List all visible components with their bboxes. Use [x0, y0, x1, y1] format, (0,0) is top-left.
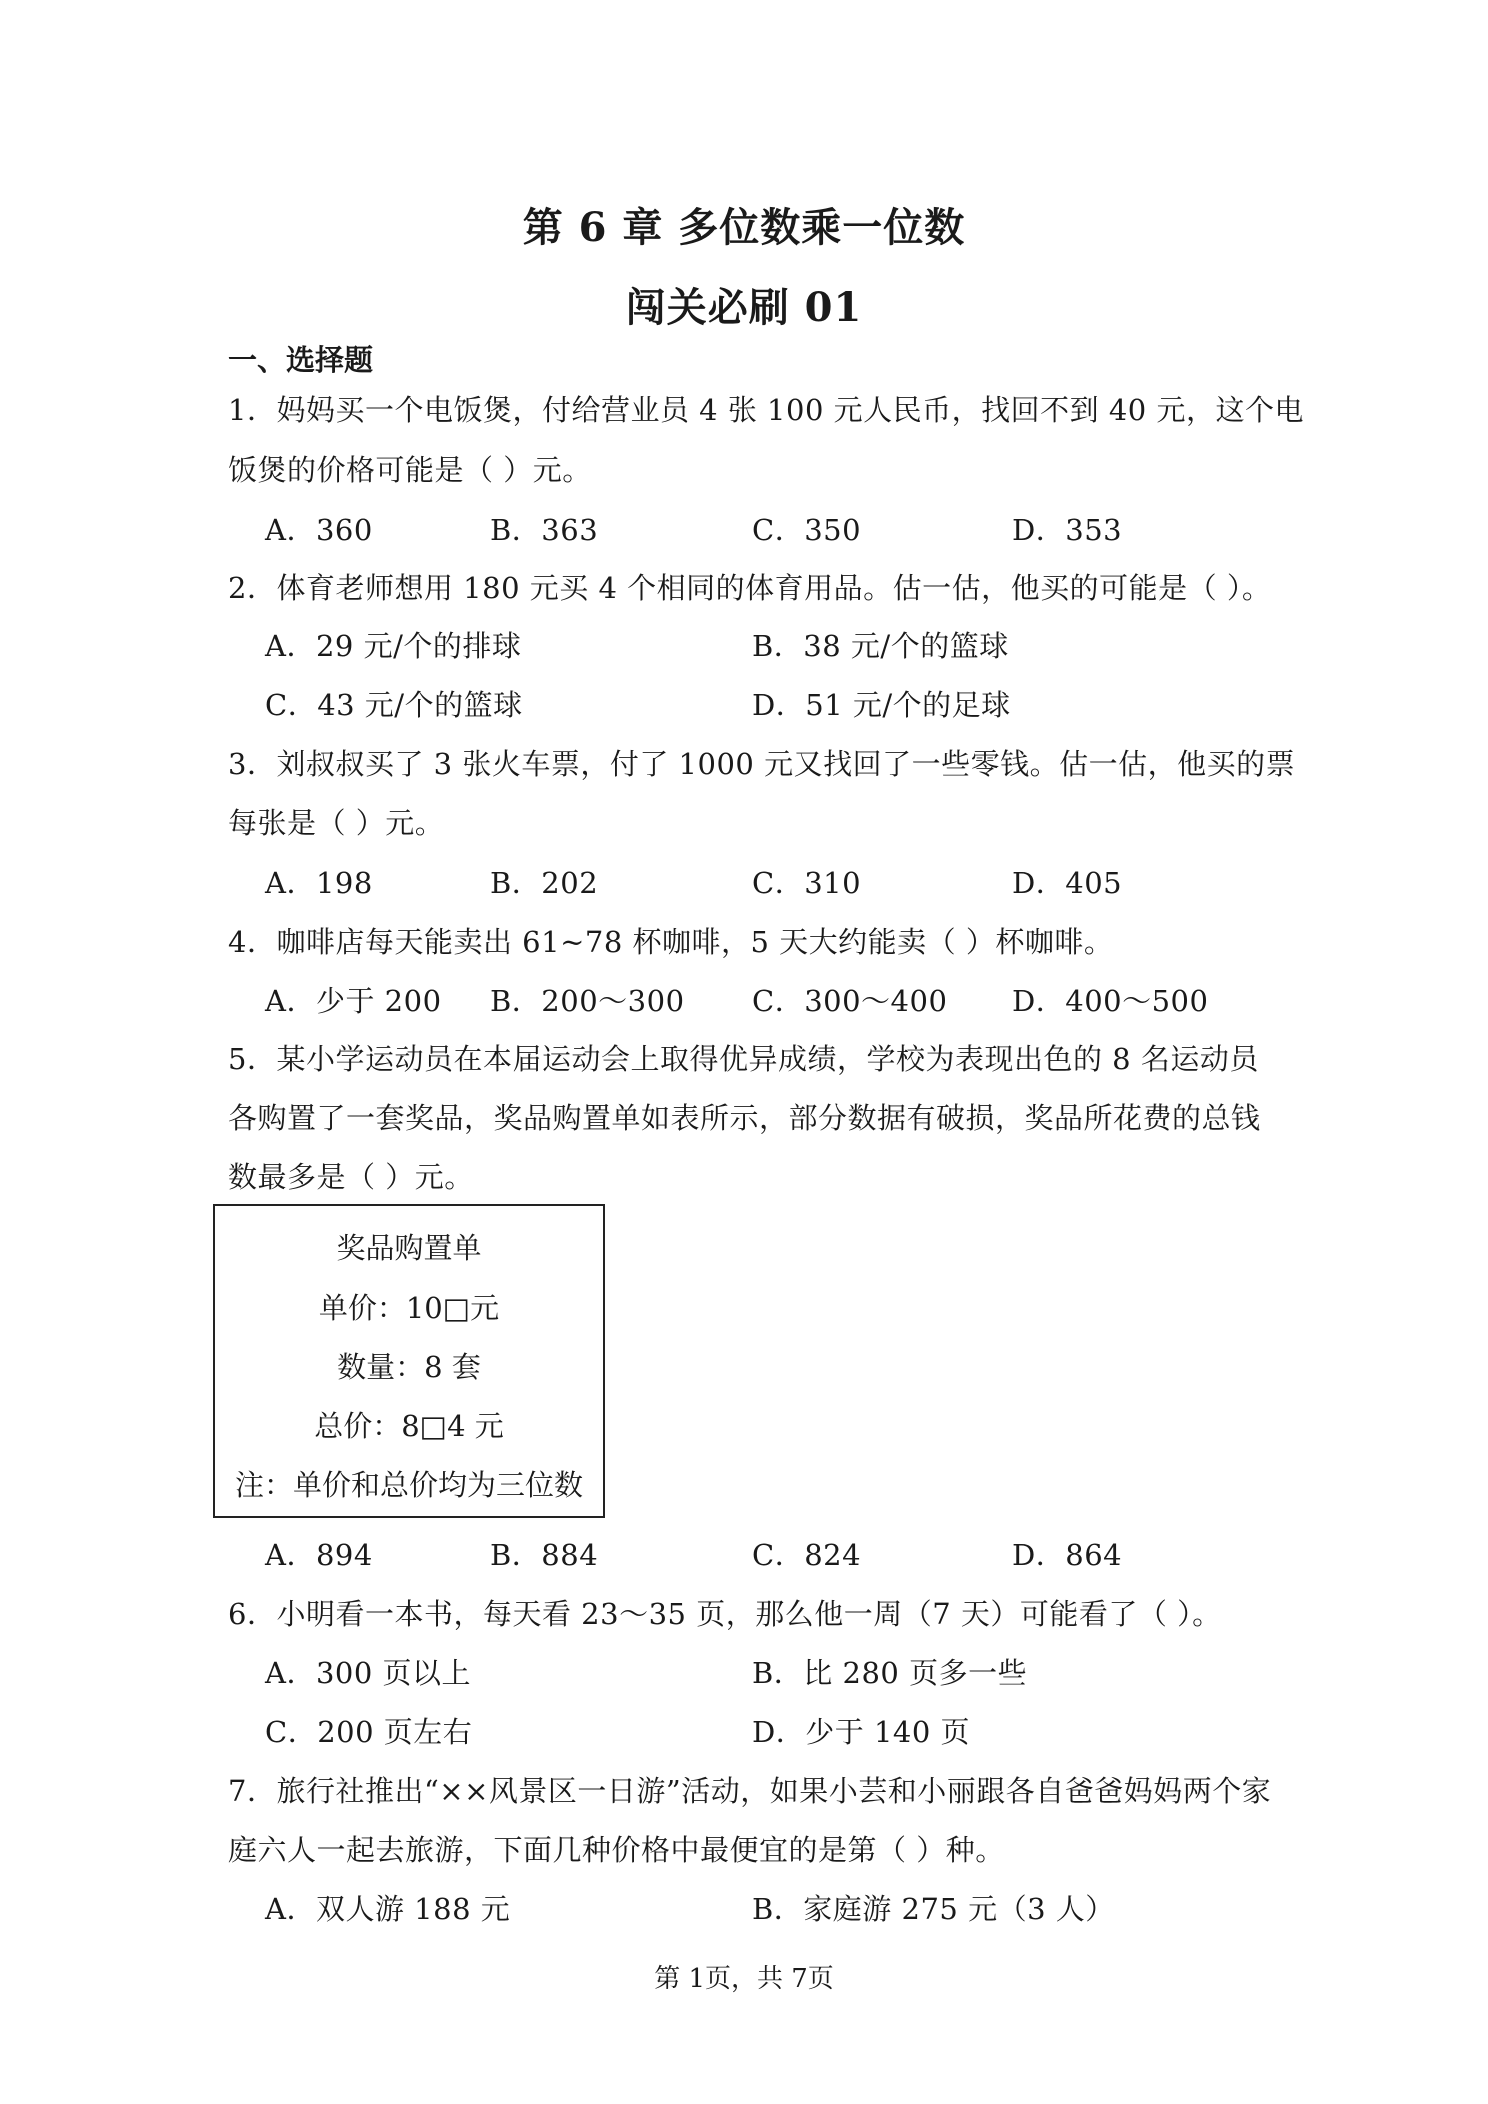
question-1-line-1: 1．妈妈买一个电饭煲，付给营业员 4 张 100 元人民币，找回不到 40 元，这个电 — [228, 393, 1304, 427]
question-5-option-a: A．894 — [265, 1538, 373, 1572]
question-4-option-b: B．200～300 — [490, 984, 685, 1018]
question-2-option-a: A．29 元/个的排球 — [265, 629, 522, 663]
question-6-option-a: A．300 页以上 — [265, 1656, 472, 1690]
question-7-line-2: 庭六人一起去旅游，下面几种价格中最便宜的是第（ ）种。 — [228, 1833, 1005, 1867]
question-2-option-c: C．43 元/个的篮球 — [265, 688, 523, 722]
purchase-list-quantity: 数量：8 套 — [337, 1350, 481, 1384]
question-3-option-a: A．198 — [265, 866, 373, 900]
question-7-line-1: 7．旅行社推出“××风景区一日游”活动，如果小芸和小丽跟各自爸爸妈妈两个家 — [228, 1774, 1272, 1808]
purchase-list-total: 总价：8□4 元 — [314, 1409, 504, 1443]
section-heading: 一、选择题 — [228, 343, 374, 377]
question-3-option-d: D．405 — [1012, 866, 1123, 900]
page-title: 第 6 章 多位数乘一位数 — [522, 204, 966, 251]
question-5-option-b: B．884 — [490, 1538, 599, 1572]
question-4-option-a: A．少于 200 — [265, 984, 442, 1018]
purchase-list-unit-price: 单价：10□元 — [318, 1291, 500, 1325]
question-4-option-c: C．300～400 — [752, 984, 948, 1018]
question-7-option-a: A．双人游 188 元 — [265, 1892, 511, 1926]
question-1-option-c: C．350 — [752, 513, 862, 547]
purchase-list-box — [213, 1204, 605, 1518]
question-4-option-d: D．400～500 — [1012, 984, 1209, 1018]
question-5-line-3: 数最多是（ ）元。 — [228, 1160, 474, 1194]
question-3-line-1: 3．刘叔叔买了 3 张火车票，付了 1000 元又找回了一些零钱。估一估，他买的票 — [228, 747, 1296, 781]
question-2-option-b: B．38 元/个的篮球 — [752, 629, 1009, 663]
question-1-option-d: D．353 — [1012, 513, 1123, 547]
purchase-list-note: 注：单价和总价均为三位数 — [234, 1468, 583, 1502]
page-footer: 第 1页，共 7页 — [654, 1964, 834, 1994]
question-1-option-a: A．360 — [265, 513, 373, 547]
question-4-line-1: 4．咖啡店每天能卖出 61~78 杯咖啡，5 天大约能卖（ ）杯咖啡。 — [228, 925, 1114, 959]
question-6-option-c: C．200 页左右 — [265, 1715, 473, 1749]
question-6-option-b: B．比 280 页多一些 — [752, 1656, 1028, 1690]
question-1-option-b: B．363 — [490, 513, 599, 547]
question-5-line-1: 5．某小学运动员在本届运动会上取得优异成绩，学校为表现出色的 8 名运动员 — [228, 1042, 1259, 1076]
question-3-option-c: C．310 — [752, 866, 862, 900]
question-2-line-1: 2．体育老师想用 180 元买 4 个相同的体育用品。估一估，他买的可能是（ ）。 — [228, 571, 1272, 605]
question-7-option-b: B．家庭游 275 元（3 人） — [752, 1892, 1115, 1926]
purchase-list-title: 奖品购置单 — [336, 1231, 482, 1265]
question-6-option-d: D．少于 140 页 — [752, 1715, 971, 1749]
question-5-line-2: 各购置了一套奖品，奖品购置单如表所示，部分数据有破损，奖品所花费的总钱 — [228, 1101, 1261, 1135]
question-5-option-c: C．824 — [752, 1538, 862, 1572]
question-3-option-b: B．202 — [490, 866, 599, 900]
question-6-line-1: 6．小明看一本书，每天看 23～35 页，那么他一周（7 天）可能看了（ ）。 — [228, 1597, 1222, 1631]
question-2-option-d: D．51 元/个的足球 — [752, 688, 1011, 722]
question-3-line-2: 每张是（ ）元。 — [228, 806, 445, 840]
page-subtitle: 闯关必刷 01 — [625, 284, 863, 331]
question-5-option-d: D．864 — [1012, 1538, 1123, 1572]
question-1-line-2: 饭煲的价格可能是（ ）元。 — [228, 453, 592, 487]
